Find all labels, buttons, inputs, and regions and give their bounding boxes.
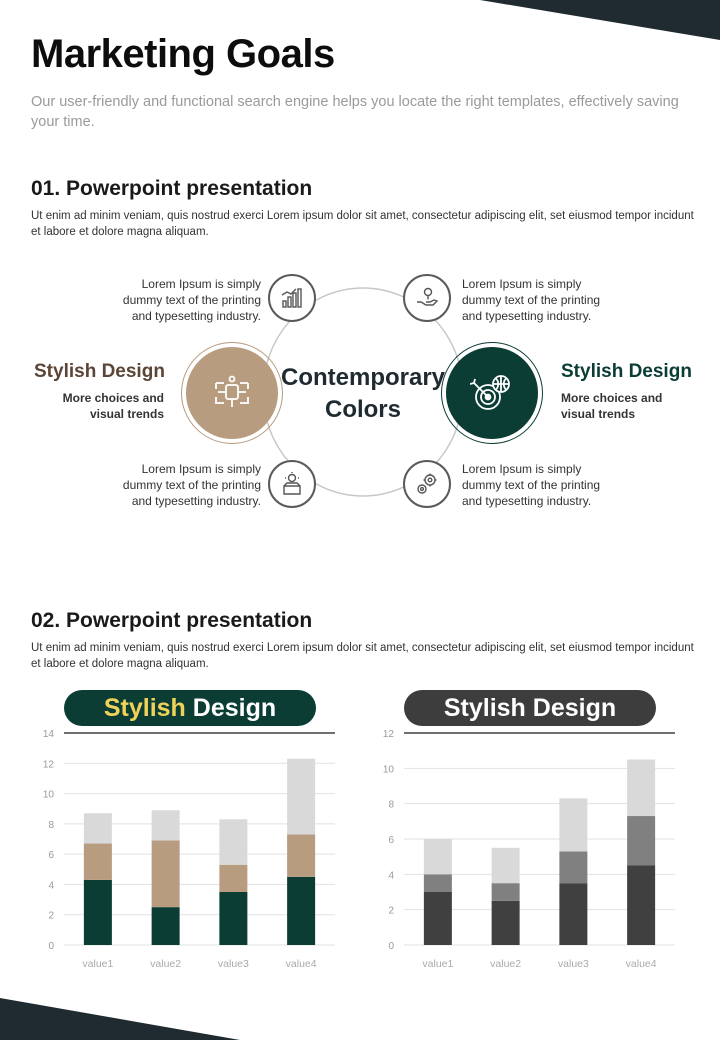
item-line: Lorem Ipsum is simply — [141, 277, 261, 291]
target-globe-icon — [470, 371, 514, 415]
top-corner-decoration — [480, 0, 720, 40]
chart1-xtick-label: value1 — [82, 958, 114, 970]
idea-box-icon — [280, 472, 304, 496]
chart1-ytick-label: 0 — [48, 941, 54, 952]
item-line: dummy text of the printing — [122, 478, 261, 492]
item-line: dummy text of the printing — [122, 293, 261, 307]
hand-money-icon-ring — [403, 274, 451, 322]
chart2-ytick-label: 4 — [388, 870, 394, 882]
chart1 — [30, 720, 350, 980]
right-subtitle-line1: More choices and — [561, 391, 663, 405]
chart1-bar-value4-s2 — [287, 834, 315, 876]
chart1-ytick-label: 6 — [48, 850, 54, 862]
chart1-xtick-label: value3 — [217, 958, 249, 970]
chart2-bar-value1-s2 — [424, 874, 452, 892]
item-line: and typesetting industry. — [462, 309, 592, 323]
chart1-bar-value1-s2 — [84, 844, 112, 880]
chart2-ytick-label: 12 — [382, 729, 394, 740]
pill1-word: Design — [185, 693, 277, 722]
chart2-bar-value1-s1 — [424, 892, 452, 945]
right-feature-circle — [446, 347, 538, 439]
item-text-top-right — [462, 276, 632, 324]
center-label-line2: Colors — [324, 396, 401, 423]
chart1-xtick-label: value4 — [285, 958, 317, 970]
section2-title: 02. Powerpoint presentation — [31, 609, 313, 632]
left-subtitle-line2: visual trends — [89, 407, 164, 421]
chart2-bar-value2-s2 — [492, 883, 520, 901]
right-circle-outline — [441, 342, 543, 444]
pill1-accent-word: Stylish — [103, 693, 186, 722]
right-subtitle-line2: visual trends — [561, 407, 636, 421]
chart1-ytick-label: 2 — [48, 910, 54, 922]
left-circle-outline — [181, 342, 283, 444]
chart1-bar-value1-s3 — [84, 813, 112, 843]
chart1-ytick-label: 12 — [42, 759, 54, 771]
chart2-bar-value2-s3 — [492, 848, 520, 883]
chart1-ytick-label: 8 — [48, 819, 54, 831]
chart2-bar-value3-s3 — [559, 798, 587, 851]
chart2-ytick-label: 6 — [388, 835, 394, 846]
chart1-xtick-label: value2 — [150, 958, 182, 970]
gears-icon — [415, 472, 439, 496]
section2-text: Ut enim ad minim veniam, quis nostrud exerci Lorem ipsum dolor sit amet, consectetur adipiscing elit, set eiusmod tempor incidunt et labore et dolore magna aliquam. — [31, 642, 694, 670]
hand-money-icon — [415, 286, 439, 310]
idea-box-icon-ring — [268, 460, 316, 508]
item-line: and typesetting industry. — [131, 494, 261, 508]
item-line: dummy text of the printing — [462, 478, 601, 492]
chart2-bar-value2-s1 — [492, 901, 520, 945]
item-line: Lorem Ipsum is simply — [141, 462, 261, 476]
process-icon — [212, 373, 252, 413]
item-line: Lorem Ipsum is simply — [462, 462, 582, 476]
chart1-bar-value2-s1 — [152, 907, 180, 945]
chart2-xtick-label: value2 — [490, 958, 522, 970]
chart2-xtick-label: value3 — [557, 958, 589, 970]
chart1-bar-value2-s3 — [152, 810, 180, 840]
chart1-bar-value4-s3 — [287, 759, 315, 835]
chart1-bar-value3-s3 — [219, 819, 247, 864]
bottom-corner-decoration — [0, 998, 240, 1040]
chart2 — [370, 720, 690, 980]
item-text-bottom-right — [462, 461, 632, 509]
left-feature-circle — [186, 347, 278, 439]
chart2-header-pill: Stylish Design — [404, 690, 656, 726]
bar-chart-icon — [280, 286, 304, 310]
page-subtitle: Our user-friendly and functional search engine helps you locate the right templates, effectively saving your time. — [31, 94, 679, 130]
right-feature-title: Stylish Design — [561, 361, 692, 382]
chart1-bar-value3-s1 — [219, 892, 247, 945]
chart2-xtick-label: value4 — [625, 958, 657, 970]
center-label-line1: Contemporary — [280, 364, 446, 391]
item-line: and typesetting industry. — [131, 309, 261, 323]
chart1-bar-value2-s2 — [152, 841, 180, 908]
bar-chart-icon-ring — [268, 274, 316, 322]
chart1-bar-value1-s1 — [84, 880, 112, 945]
chart2-xtick-label: value1 — [422, 958, 454, 970]
chart2-bar-value4-s2 — [627, 816, 655, 865]
left-subtitle-line1: More choices and — [62, 391, 164, 405]
item-line: and typesetting industry. — [462, 494, 592, 508]
chart2-bar-value4-s1 — [627, 866, 655, 946]
center-label — [270, 362, 456, 426]
chart2-bar-value1-s3 — [424, 839, 452, 874]
chart2-ytick-label: 2 — [388, 905, 394, 917]
chart1-bar-value3-s2 — [219, 865, 247, 892]
chart1-bar-value4-s1 — [287, 877, 315, 945]
chart2-ytick-label: 8 — [388, 799, 394, 811]
chart1-ytick-label: 10 — [42, 789, 54, 801]
right-feature-subtitle — [561, 390, 701, 422]
chart2-bar-value3-s1 — [559, 883, 587, 945]
section1-title: 01. Powerpoint presentation — [31, 177, 313, 200]
section1-text: Ut enim ad minim veniam, quis nostrud exerci Lorem ipsum dolor sit amet, consectetur adipiscing elit, set eiusmod tempor incidunt et labore et dolore magna aliquam. — [31, 210, 694, 238]
chart2-bar-value3-s2 — [559, 851, 587, 883]
chart2-ytick-label: 0 — [388, 941, 394, 952]
item-line: dummy text of the printing — [462, 293, 601, 307]
item-text-bottom-left — [91, 461, 261, 509]
chart1-ytick-label: 14 — [42, 729, 54, 740]
chart2-bar-value4-s3 — [627, 760, 655, 817]
page-title: Marketing Goals — [31, 32, 335, 76]
left-feature-subtitle — [24, 390, 164, 422]
item-line: Lorem Ipsum is simply — [462, 277, 582, 291]
item-text-top-left — [91, 276, 261, 324]
chart1-ytick-label: 4 — [48, 880, 54, 892]
left-feature-title: Stylish Design — [34, 361, 165, 382]
gears-icon-ring — [403, 460, 451, 508]
chart2-ytick-label: 10 — [382, 764, 394, 776]
